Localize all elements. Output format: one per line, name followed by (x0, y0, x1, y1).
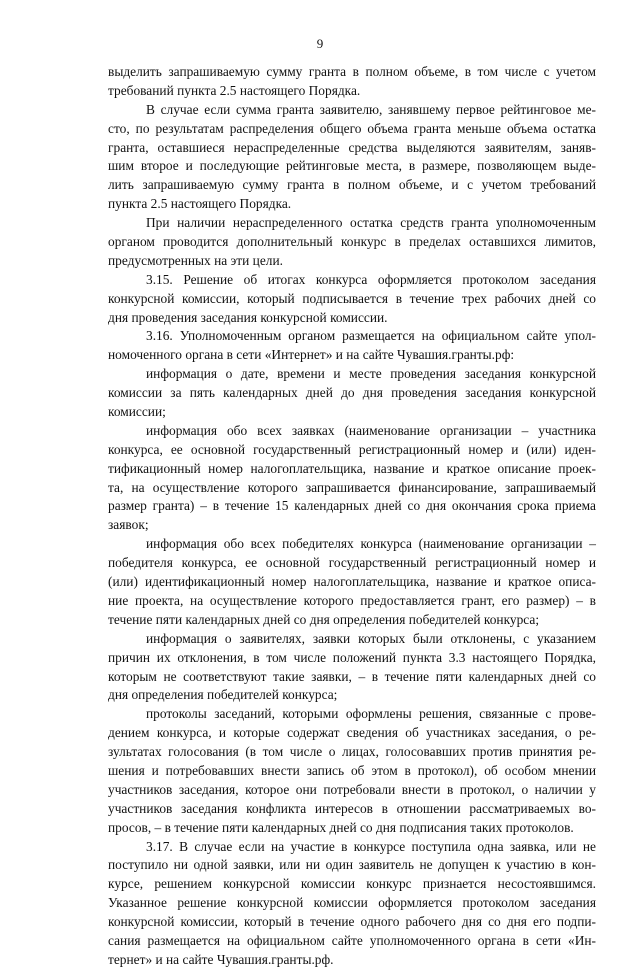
text-line: победителя конкурса, ее основной государственный регистрационный номер и (108, 555, 596, 571)
text-line: заявок; (108, 517, 149, 533)
text-line: шения и потребовавших внести запись об этом в протокол), об особом мнении (108, 762, 596, 778)
text-line: тификационный номер налогоплательщика, название и краткое описание проек- (108, 460, 596, 476)
text-line: 3.16. Уполномоченным органом размещается на официальном сайте упол- (146, 328, 596, 344)
text-line: течение пяти календарных дней со дня определения победителей конкурса; (108, 611, 540, 627)
text-line: Указанное решение конкурсной комиссии оформляется протоколом заседания (108, 895, 596, 911)
text-line: В случае если сумма гранта заявителю, занявшему первое рейтинговое ме- (146, 101, 596, 117)
text-line: сто, по результатам распределения общего объема гранта меньше объема остатка (108, 120, 596, 136)
text-line: При наличии нераспределенного остатка средств гранта уполномоченным (146, 215, 596, 231)
text-line: гранта, оставшиеся нераспределенные средства выделяются заявителям, заняв- (108, 139, 596, 155)
text-line: протоколы заседаний, которыми оформлены решения, связанные с прове- (146, 706, 596, 722)
text-line: зультатах голосования (в том числе о лицах, голосовавших против принятия ре- (108, 744, 596, 760)
text-line: требований пункта 2.5 настоящего Порядка. (108, 82, 361, 98)
text-line: сания размещается на официальном сайте уполномоченного органа в сети «Ин- (108, 932, 596, 948)
text-line: участников заседания конфликта интересов в отношении рассматриваемых во- (108, 800, 596, 816)
text-line: предусмотренных на эти цели. (108, 252, 283, 268)
text-line: участников заседания, которое они потребовали внести в протокол, о наличии у (108, 781, 596, 797)
text-line: органом проводится дополнительный конкурс в пределах оставшихся лимитов, (108, 234, 596, 250)
text-line: причин их отклонения, в том числе положений пункта 3.3 настоящего Порядка, (108, 649, 596, 665)
page-number: 9 (316, 36, 324, 51)
text-line: комиссии; (108, 404, 166, 420)
text-line: (или) идентификационный номер налогоплательщика, название и краткое описа- (108, 574, 596, 590)
text-line: информация обо всех победителях конкурса (наименование организации – (146, 536, 596, 552)
text-line: поступило ни одной заявки, или ни один заявитель не допущен к участию в кон- (108, 857, 596, 873)
text-line: шим второе и последующие рейтинговые места, в размере, позволяющем выде- (108, 158, 596, 174)
text-line: тернет» и на сайте Чувашия.гранты.рф. (108, 951, 334, 967)
text-line: 3.15. Решение об итогах конкурса оформляется протоколом заседания (146, 271, 596, 287)
text-line: курсе, решением конкурсной комиссии конкурс признается несостоявшимся. (108, 876, 596, 892)
text-line: которым не соответствуют такие заявки, – в течение пяти календарных дней со (108, 668, 596, 684)
text-line: информация о дате, времени и месте проведения заседания конкурсной (146, 366, 596, 382)
text-line: конкурсной комиссии, который в течение одного рабочего дня со дня его подпи- (108, 914, 596, 930)
text-line: комиссии за пять календарных дней до дня проведения заседания конкурсной (108, 385, 596, 401)
text-line: дня определения победителей конкурса; (108, 687, 338, 703)
text-line: ние проекта, на осуществление которого предоставляется грант, его размер) – в (108, 592, 596, 608)
text-line: та, на осуществление которого запрашивается финансирование, запрашиваемый (108, 479, 596, 495)
body-text (108, 63, 596, 970)
text-line: выделить запрашиваемую сумму гранта в полном объеме, в том числе с учетом (108, 64, 596, 79)
text-line: 3.17. В случае если на участие в конкурсе поступила одна заявка, или не (146, 838, 596, 854)
text-line: лить запрашиваемую сумму гранта в полном объеме, и с учетом требований (108, 177, 596, 193)
text-line: просов, – в течение пяти календарных дней со дня подписания таких протоколов. (108, 819, 574, 835)
text-line: информация о заявителях, заявки которых были отклонены, с указанием (146, 630, 596, 646)
text-line: дением конкурса, и которые содержат сведения об участниках заседания, о ре- (108, 725, 596, 741)
text-line: информация обо всех заявках (наименование организации – участника (146, 422, 596, 438)
text-line: конкурсной комиссии, который подписывается в течение трех рабочих дней со (108, 290, 596, 306)
text-line: конкурса, ее основной государственный регистрационный номер и (или) иден- (108, 441, 596, 457)
text-line: дня проведения заседания конкурсной комиссии. (108, 309, 388, 325)
text-line: пункта 2.5 настоящего Порядка. (108, 196, 292, 212)
text-line: номоченного органа в сети «Интернет» и на сайте Чувашия.гранты.рф: (108, 347, 515, 363)
text-line: размер гранта) – в течение 15 календарных дней со дня окончания срока приема (108, 498, 596, 514)
